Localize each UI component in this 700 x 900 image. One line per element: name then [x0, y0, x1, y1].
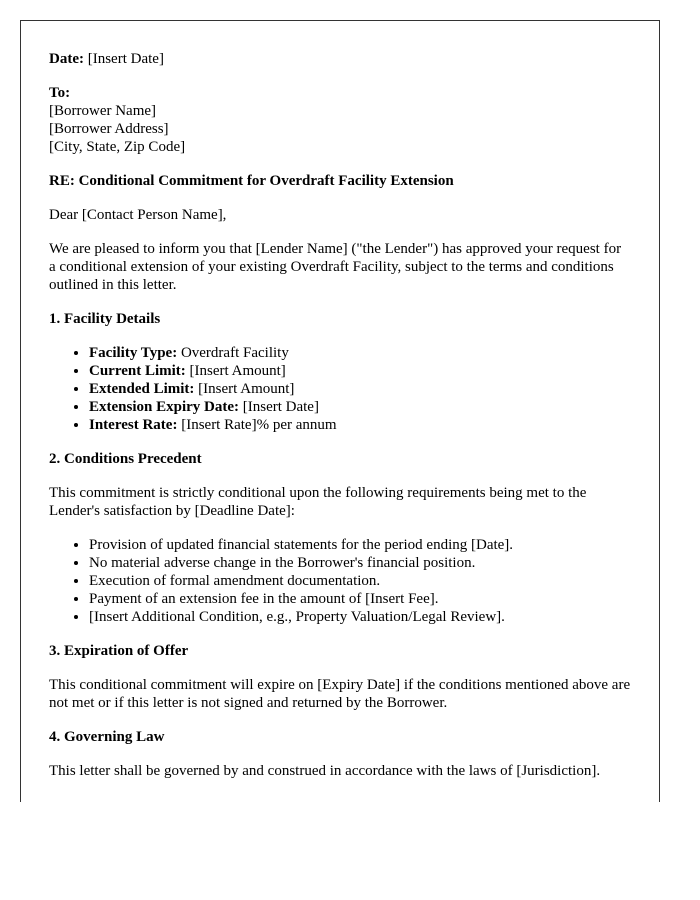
intro-paragraph: We are pleased to inform you that [Lender Name] ("the Lender") has approved your request for a conditional extension of your existing Overdraft Facility, subject to the terms and conditions outlined in this letter.	[49, 241, 622, 293]
list-item	[89, 344, 631, 362]
list-item: • Execution of formal amendment documentation.	[89, 572, 631, 590]
section-text: This conditional commitment will expire on [Expiry Date] if the conditions mentioned above are not met or if this letter is not signed and returned by the Borrower.	[49, 677, 631, 711]
item-value: [Insert Amount]	[189, 363, 286, 379]
facility-details-list	[49, 344, 631, 434]
section-heading: 3. Expiration of Offer	[49, 643, 189, 659]
list-item: • Provision of updated financial statements for the period ending [Date].	[89, 536, 631, 554]
item-value: [Insert Rate]% per annum	[181, 417, 337, 433]
section-text: This letter shall be governed by and construed in accordance with the laws of [Jurisdiction].	[49, 763, 601, 779]
list-item: • No material adverse change in the Borrower's financial position.	[89, 554, 631, 572]
item-value: [Insert Date]	[242, 399, 319, 415]
list-item: • Payment of an extension fee in the amount of [Insert Fee].	[89, 590, 631, 608]
section-heading: 4. Governing Law	[49, 729, 165, 745]
salutation: Dear [Contact Person Name],	[49, 207, 227, 223]
list-item: • [Insert Additional Condition, e.g., Property Valuation/Legal Review].	[89, 608, 631, 626]
list-item	[89, 380, 631, 398]
date-line: Date: [Insert Date]	[49, 51, 164, 67]
item-label: Current Limit:	[89, 363, 186, 379]
conditions-list	[49, 536, 631, 626]
item-value: [Insert Amount]	[198, 381, 295, 397]
item-label: Extended Limit:	[89, 381, 195, 397]
list-item	[89, 416, 631, 434]
item-label: Extension Expiry Date:	[89, 399, 239, 415]
list-item	[89, 398, 631, 416]
item-label: Interest Rate:	[89, 417, 178, 433]
section-text: This commitment is strictly conditional upon the following requirements being met to the Lender's satisfaction by [Deadline Date]:	[49, 485, 587, 519]
item-label: Facility Type:	[89, 345, 178, 361]
subject-line: RE: Conditional Commitment for Overdraft Facility Extension	[49, 173, 454, 189]
item-value: Overdraft Facility	[180, 345, 289, 361]
recipient-block: To: [Borrower Name] [Borrower Address] [City, State, Zip Code]	[49, 85, 186, 155]
section-heading: 2. Conditions Precedent	[49, 451, 202, 467]
list-item	[89, 362, 631, 380]
letter-page	[20, 20, 660, 802]
section-heading: 1. Facility Details	[49, 311, 161, 327]
